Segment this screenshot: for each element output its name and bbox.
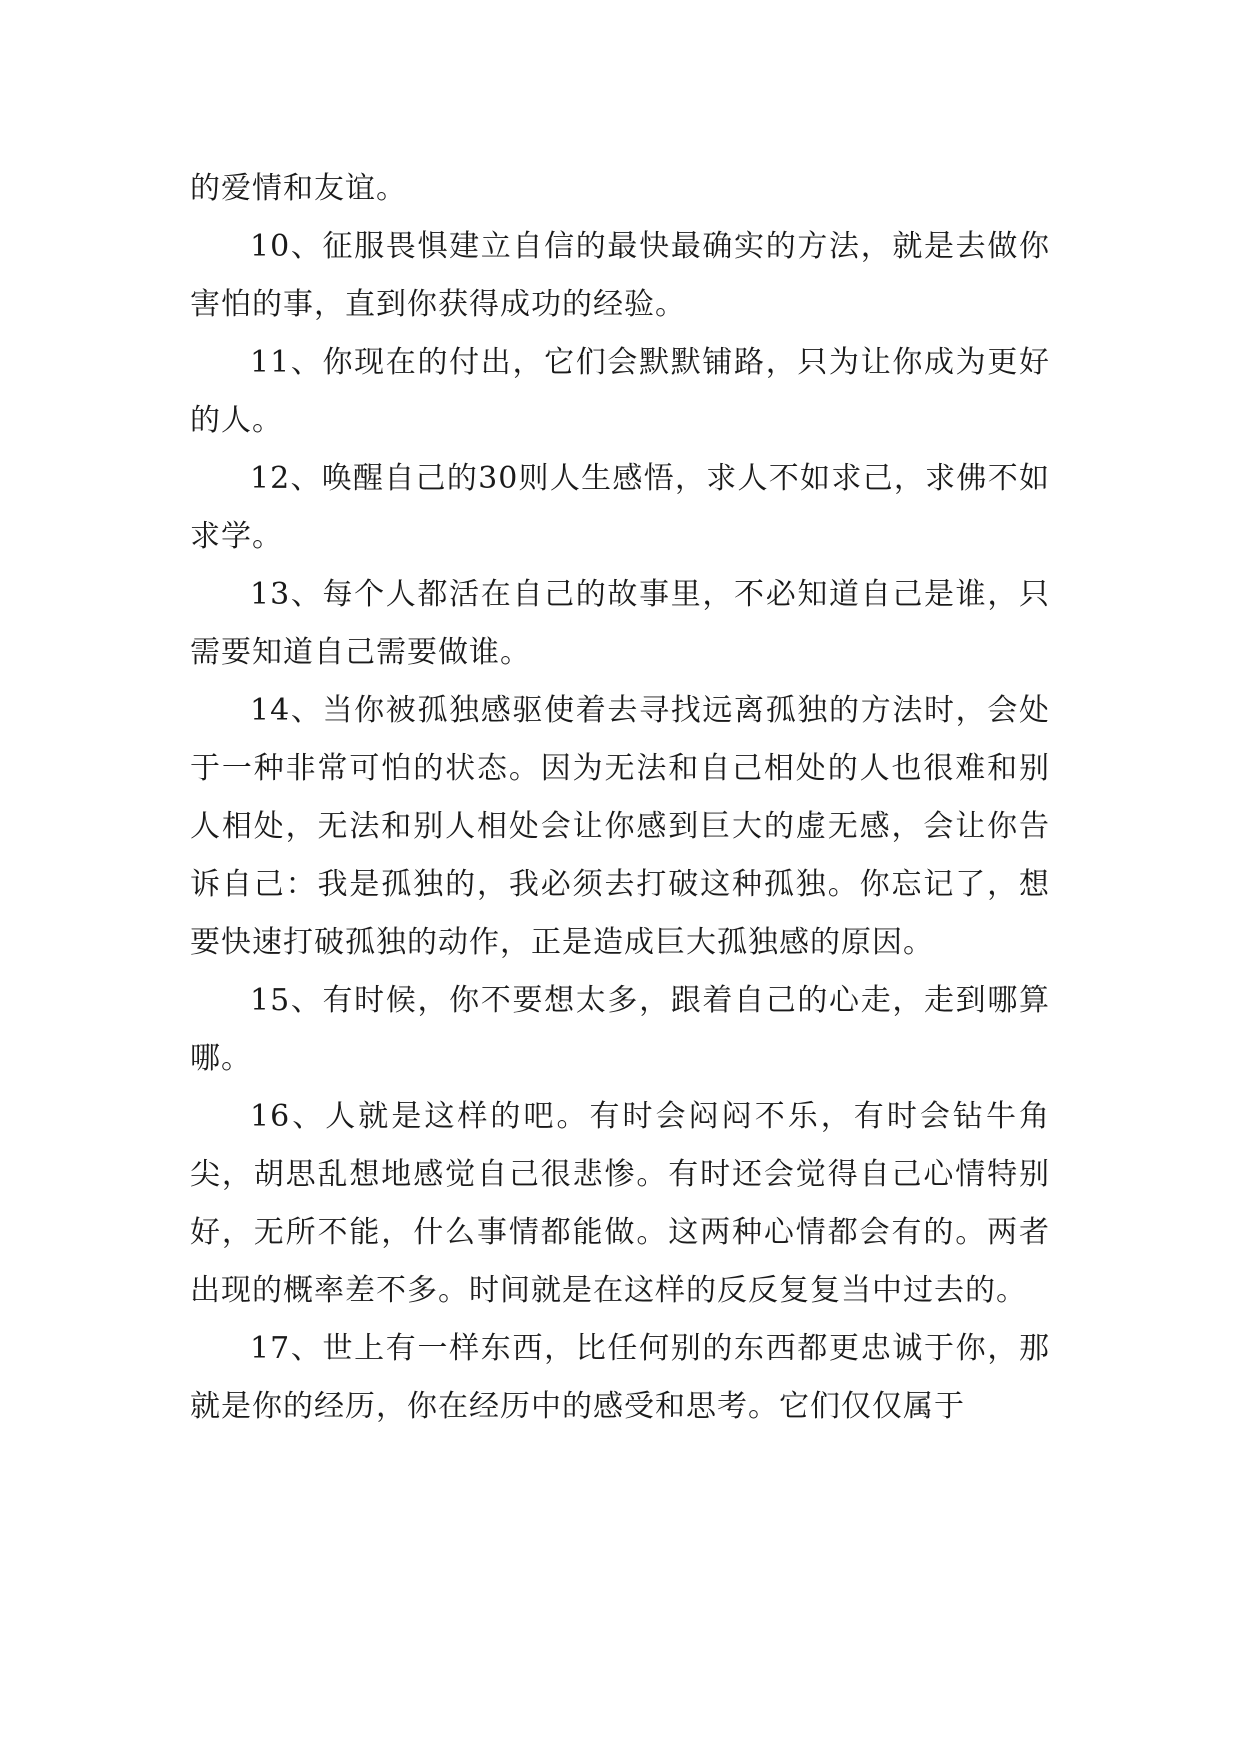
- paragraph-11: 11、你现在的付出，它们会默默铺路，只为让你成为更好的人。: [190, 345, 1050, 438]
- paragraph-15: 15、有时候，你不要想太多，跟着自己的心走，走到哪算哪。: [190, 983, 1050, 1076]
- paragraph-13: 13、每个人都活在自己的故事里，不必知道自己是谁，只需要知道自己需要做谁。: [190, 577, 1050, 670]
- paragraph-14: 14、当你被孤独感驱使着去寻找远离孤独的方法时，会处于一种非常可怕的状态。因为无法和自己相处的人也很难和别人相处，无法和别人相处会让你感到巨大的虚无感，会让你告诉自己：我是孤独的，我必须去打破这种孤独。你忘记了，想要快速打破孤独的动作，正是造成巨大孤独感的原因。: [190, 693, 1050, 960]
- paragraph-continuation: 的爱情和友谊。: [190, 171, 407, 206]
- paragraph-12: 12、唤醒自己的30则人生感悟，求人不如求己，求佛不如求学。: [190, 461, 1050, 554]
- paragraph-16: 16、人就是这样的吧。有时会闷闷不乐，有时会钻牛角尖，胡思乱想地感觉自己很悲惨。有时还会觉得自己心情特别好，无所不能，什么事情都能做。这两种心情都会有的。两者出现的概率差不多。时间就是在这样的反反复复当中过去的。: [190, 1099, 1050, 1308]
- document-body: [190, 160, 1050, 1436]
- paragraph-10: 10、征服畏惧建立自信的最快最确实的方法，就是去做你害怕的事，直到你获得成功的经验。: [190, 229, 1050, 322]
- paragraph-17: 17、世上有一样东西，比任何别的东西都更忠诚于你，那就是你的经历，你在经历中的感受和思考。它们仅仅属于: [190, 1331, 1050, 1424]
